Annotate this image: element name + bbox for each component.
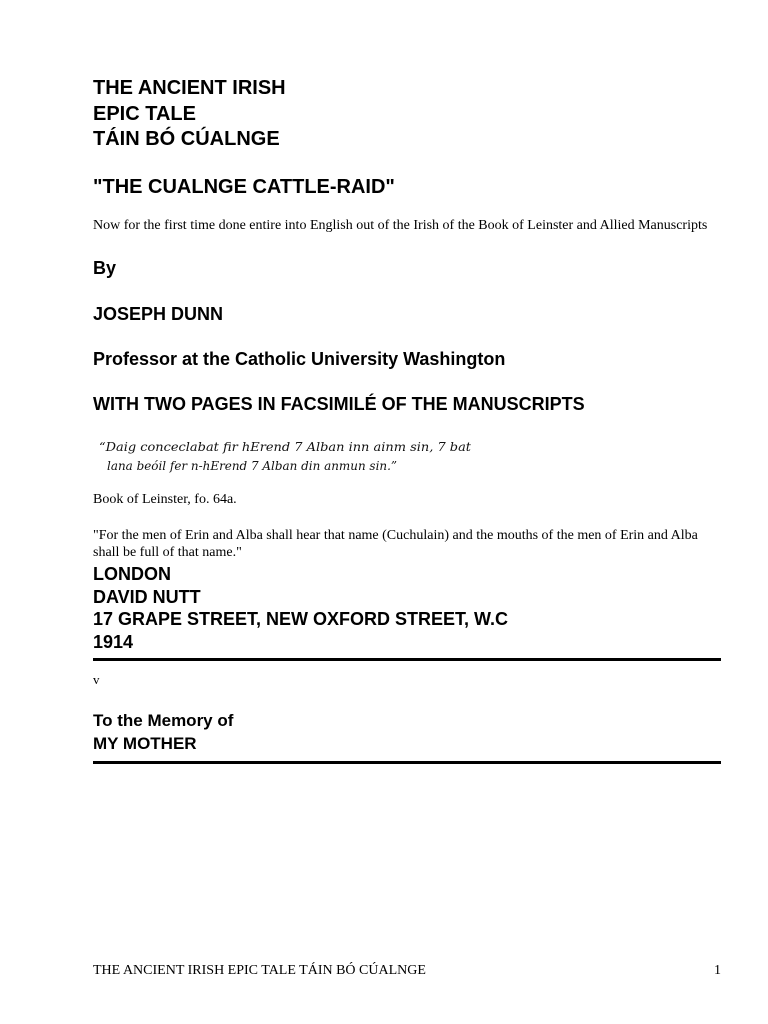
publisher-city: LONDON — [93, 564, 171, 584]
publisher-block — [93, 563, 508, 653]
manuscript-line-1: “Daig conceclabat fir hErend 7 Alban inn ainm sin, 7 bat — [99, 439, 473, 454]
page-number: 1 — [714, 963, 721, 978]
intro-text: Now for the first time done entire into English out of the Irish of the Book of Leinster and Allied Manuscripts — [93, 218, 708, 233]
translation-quote: "For the men of Erin and Alba shall hear that name (Cuchulain) and the mouths of the men of Erin and Alba shall be full of that name." — [93, 528, 698, 560]
facsimile-note: WITH TWO PAGES IN FACSIMILÉ OF THE MANUSCRIPTS — [93, 394, 585, 414]
author-name: JOSEPH DUNN — [93, 304, 224, 324]
publication-year: 1914 — [93, 631, 134, 652]
manuscript-excerpt-image — [97, 436, 477, 476]
title-line-2: EPIC TALE — [93, 102, 196, 125]
publisher-name: DAVID NUTT — [93, 586, 201, 607]
title-line-3: TÁIN BÓ CÚALNGE — [93, 128, 280, 150]
roman-page-number: v — [93, 672, 100, 687]
by-label: By — [93, 258, 117, 278]
horizontal-rule — [93, 658, 721, 661]
publisher-address: 17 GRAPE STREET, NEW OXFORD STREET, W.C — [93, 609, 509, 629]
subtitle: "THE CUALNGE CATTLE-RAID" — [93, 176, 395, 198]
dedication-line-1: To the Memory of — [93, 711, 234, 730]
dedication — [93, 710, 233, 755]
title-line-1: THE ANCIENT IRISH — [93, 77, 286, 99]
manuscript-caption: Book of Leinster, fo. 64a. — [93, 492, 237, 507]
author-affiliation: Professor at the Catholic University Washington — [93, 349, 506, 369]
horizontal-rule — [93, 761, 721, 764]
dedication-line-2: MY MOTHER — [93, 733, 197, 753]
running-title: THE ANCIENT IRISH EPIC TALE TÁIN BÓ CÚALNGE — [93, 963, 426, 978]
manuscript-line-2: lana beóil fer n-hErend 7 Alban din anmun sin.” — [107, 458, 397, 473]
book-title — [93, 76, 286, 153]
